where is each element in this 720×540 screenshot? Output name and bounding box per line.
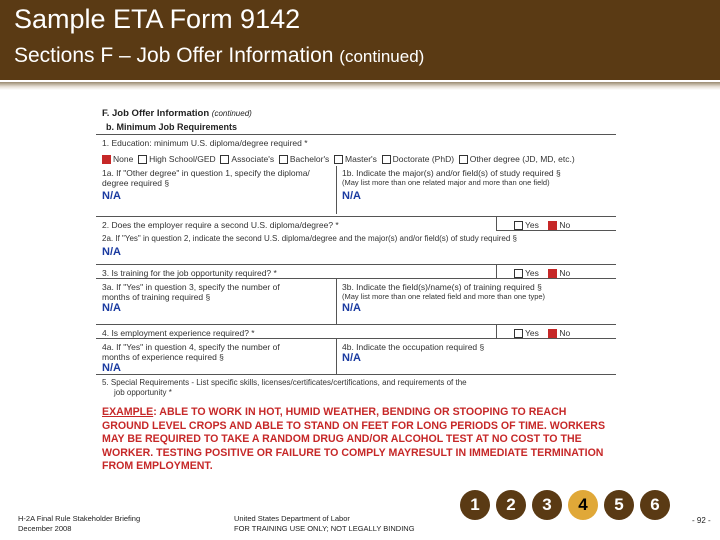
example-text: : ABLE TO WORK IN HOT, HUMID WEATHER, BENDING OR STOOPING TO REACH GROUND LEVEL CROPS AND ABLE TO STAND ON FEET FOR LONG PERIODS OF TIME. WORKERS MAY BE REQUIRED TO TAKE A RANDOM DRUG AND/OR ALCOHOL TEST AT NO COST TO THE WORKER. TESTING POSITIVE OR FAILURE TO COMPLY MAYRESULT IN IMMEDIATE TERMINATION FROM EMPLOYMENT.: [102, 406, 606, 473]
q2-yes-checkbox[interactable]: [514, 221, 523, 230]
title-bar: [0, 0, 720, 80]
q2-no-checkbox[interactable]: [548, 221, 557, 230]
q4b-label: 4b. Indicate the occupation required §: [342, 342, 485, 352]
q3b-label: 3b. Indicate the field(s)/name(s) of training required §: [342, 282, 542, 292]
q4-yes-checkbox[interactable]: [514, 329, 523, 338]
q4-answer: Yes No: [514, 328, 570, 338]
q3b-value[interactable]: N/A: [342, 302, 361, 314]
q4b-value[interactable]: N/A: [342, 352, 361, 364]
step-6-button[interactable]: 6: [640, 490, 670, 520]
step-5-button[interactable]: 5: [604, 490, 634, 520]
q1-label: 1. Education: minimum U.S. diploma/degree required *: [102, 138, 308, 148]
checkbox-high-school[interactable]: [138, 155, 147, 164]
q2-answer: Yes No: [514, 220, 570, 230]
checkbox-none[interactable]: [102, 155, 111, 164]
footer-dol: United States Department of Labor FOR TRAINING USE ONLY; NOT LEGALLY BINDING: [234, 514, 415, 533]
q3b-label-2: (May list more than one related field and more than one type): [342, 292, 546, 301]
header-divider: [0, 82, 720, 90]
step-1-button[interactable]: 1: [460, 490, 490, 520]
q5-label: 5. Special Requirements - List specific skills, licenses/certificates/certifications, and requirements of the: [102, 378, 467, 387]
q1b-value[interactable]: N/A: [342, 190, 361, 202]
step-2-button[interactable]: 2: [496, 490, 526, 520]
form-excerpt: [96, 104, 616, 476]
special-requirements-example: [102, 406, 612, 474]
example-label: EXAMPLE: [102, 406, 154, 418]
q4a-value[interactable]: N/A: [102, 362, 121, 374]
step-4-button[interactable]: 4: [568, 490, 598, 520]
page-number: - 92 -: [692, 516, 711, 525]
checkbox-other-degree[interactable]: [459, 155, 468, 164]
q4a-label-2: months of experience required §: [102, 352, 224, 362]
q3a-label-2: months of training required §: [102, 292, 211, 302]
q2a-label: 2a. If "Yes" in question 2, indicate the second U.S. diploma/degree and the major(s) and/or field(s) of study required §: [102, 234, 517, 243]
q3-label: 3. Is training for the job opportunity required? *: [102, 268, 277, 278]
q5-label-2: job opportunity *: [114, 388, 172, 397]
q1a-label-2: degree required §: [102, 178, 170, 188]
q4-label: 4. Is employment experience required? *: [102, 328, 255, 338]
checkbox-doctorate[interactable]: [382, 155, 391, 164]
q3a-value[interactable]: N/A: [102, 302, 121, 314]
q1-options: None High School/GED Associate's Bachelor's Master's Doctorate (PhD) Other degree (JD, MD, etc.): [102, 154, 575, 164]
section-title: F. Job Offer Information (continued): [102, 108, 252, 119]
page-title: Sample ETA Form 9142: [14, 4, 301, 34]
footer-briefing: H-2A Final Rule Stakeholder Briefing December 2008: [18, 514, 141, 533]
checkbox-associates[interactable]: [220, 155, 229, 164]
q4-no-checkbox[interactable]: [548, 329, 557, 338]
q2-label: 2. Does the employer require a second U.S. diploma/degree? *: [102, 220, 339, 230]
step-3-button[interactable]: 3: [532, 490, 562, 520]
q3-answer: Yes No: [514, 268, 570, 278]
checkbox-masters[interactable]: [334, 155, 343, 164]
checkbox-bachelors[interactable]: [279, 155, 288, 164]
q1a-label: 1a. If "Other degree" in question 1, specify the diploma/: [102, 168, 310, 178]
page-subtitle: [14, 44, 424, 68]
q4a-label: 4a. If "Yes" in question 4, specify the number of: [102, 342, 280, 352]
q1b-label: 1b. Indicate the major(s) and/or field(s) of study required §: [342, 168, 561, 178]
subtitle-note: (continued): [339, 47, 425, 66]
subtitle-main: Sections F – Job Offer Information: [14, 44, 334, 67]
q2a-value[interactable]: N/A: [102, 246, 121, 258]
q3a-label: 3a. If "Yes" in question 3, specify the number of: [102, 282, 280, 292]
q1a-value[interactable]: N/A: [102, 190, 121, 202]
q3-no-checkbox[interactable]: [548, 269, 557, 278]
subsection-title: b. Minimum Job Requirements: [106, 122, 238, 132]
q1b-label-2: (May list more than one related major and more than one field): [342, 178, 550, 187]
q3-yes-checkbox[interactable]: [514, 269, 523, 278]
